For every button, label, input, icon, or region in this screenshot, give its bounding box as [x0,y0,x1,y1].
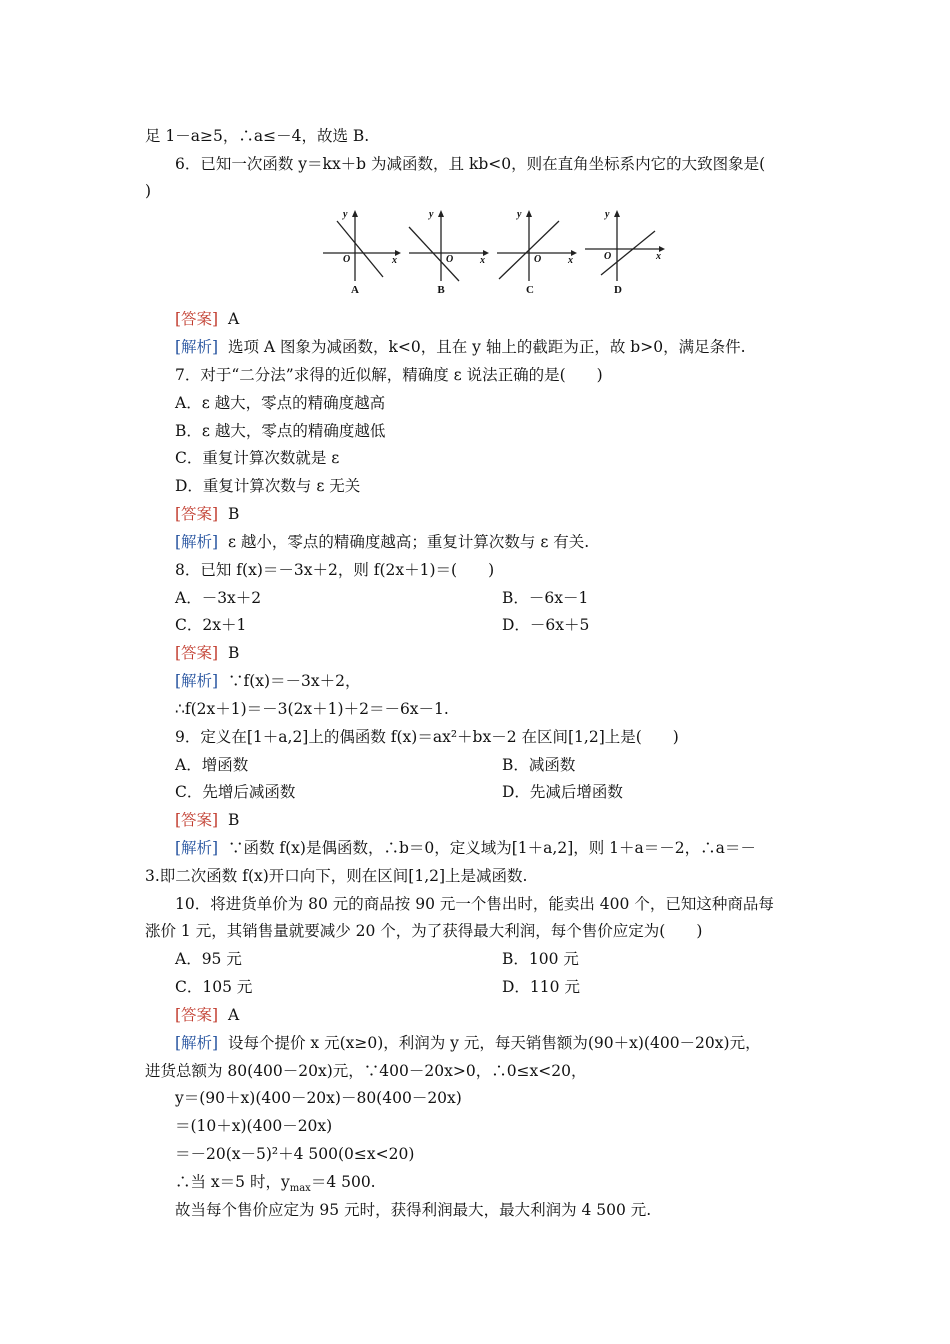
graph-c-svg [491,205,578,285]
option-line: A．增函数 [175,756,249,774]
option-a-caption: A [351,284,359,296]
x-axis-label: x [568,255,573,266]
option-line: C．105 元 [175,978,253,996]
answer-value: A [227,310,240,328]
graph-option-d [579,205,666,300]
graph-d-svg [579,205,666,285]
equation-line: ＝(10＋x)(400－20x) [175,1117,333,1135]
x-axis-label: x [656,251,661,262]
origin-label: O [343,254,351,265]
answer-tag: [答案] [175,644,219,662]
graph-a-svg [315,205,402,285]
analysis-tag: [解析] [175,839,219,857]
analysis-text: ∵f(x)＝－3x＋2， [227,672,361,690]
graph-choices-figure [315,205,665,300]
answer-line [175,643,239,663]
equation-line: y＝(90＋x)(400－20x)－80(400－20x) [175,1089,462,1107]
question-9-text: 9．定义在[1＋a,2]上的偶函数 f(x)＝ax²＋bx－2 在区间[1,2]上是( ) [175,728,679,746]
origin-label: O [604,251,612,262]
option-line: A．－3x＋2 [175,589,262,607]
y-axis-label: y [429,209,434,220]
answer-tag: [答案] [175,310,219,328]
analysis-text: 选项 A 图象为减函数，k<0，且在 y 轴上的截距为正，故 b>0，满足条件. [227,338,746,356]
answer-tag: [答案] [175,811,219,829]
y-axis-label: y [517,209,522,220]
x-axis-label: x [392,255,397,266]
equation-line [175,1172,376,1199]
question-10-text: 10．将进货单价为 80 元的商品按 90 元一个售出时，能卖出 400 个，已知这种商品每 [175,895,774,913]
conclusion-line: 故当每个售价应定为 95 元时，获得利润最大，最大利润为 4 500 元. [175,1201,652,1219]
x-axis-label: x [480,255,485,266]
option-line: D．重复计算次数与 ε 无关 [175,477,361,495]
analysis-line [175,671,361,691]
option-line: C．重复计算次数就是 ε [175,449,340,467]
question-10-text: 涨价 1 元，其销售量就要减少 20 个，为了获得最大利润，每个售价应定为( ) [145,922,703,940]
analysis-line [175,532,589,552]
analysis-text: ∴f(2x＋1)＝－3(2x＋1)＋2＝－6x－1. [175,700,449,718]
analysis-text: ε 越小，零点的精确度越高；重复计算次数与 ε 有关. [227,533,590,551]
option-b-caption: B [437,284,445,296]
equation-line: ＝－20(x－5)²＋4 500(0≤x<20) [175,1145,415,1163]
option-line: D．先减后增函数 [502,783,623,801]
analysis-tag: [解析] [175,533,219,551]
analysis-tag: [解析] [175,338,219,356]
answer-value: B [227,644,240,662]
analysis-text: 3.即二次函数 f(x)开口向下，则在区间[1,2]上是减函数. [145,867,528,885]
analysis-text: 进货总额为 80(400－20x)元，∵400－20x>0，∴0≤x<20， [145,1062,587,1080]
question-7-text: 7．对于“二分法”求得的近似解，精确度 ε 说法正确的是( ) [175,366,603,384]
equation-text: ∴当 x＝5 时，y [175,1173,290,1191]
question-8-text: 8．已知 f(x)＝－3x＋2，则 f(2x＋1)＝( ) [175,561,495,579]
answer-tag: [答案] [175,505,219,523]
answer-value: B [227,505,240,523]
option-line: C．2x＋1 [175,616,247,634]
answer-line [175,1005,239,1025]
option-line: B．减函数 [502,756,576,774]
option-line: B．ε 越大，零点的精确度越低 [175,422,386,440]
y-axis-label: y [605,209,610,220]
subscript-max: max [289,1183,311,1195]
analysis-line [175,1033,761,1053]
origin-label: O [446,254,454,265]
option-line: D．－6x＋5 [502,616,590,634]
analysis-text: 设每个提价 x 元(x≥0)，利润为 y 元，每天销售额为(90＋x)(400－20x)元， [227,1034,761,1052]
option-line: C．先增后减函数 [175,783,296,801]
graph-option-a [315,205,402,300]
graph-option-c [491,205,578,300]
answer-line [175,810,239,830]
graph-b-svg [403,205,490,285]
option-d-caption: D [614,284,622,296]
option-line: B．－6x－1 [502,589,589,607]
option-line: A．ε 越大，零点的精确度越高 [175,394,386,412]
text-line: 足 1－a≥5，∴a≤－4，故选 B. [145,127,370,145]
analysis-tag: [解析] [175,1034,219,1052]
option-line: D．110 元 [502,978,580,996]
answer-value: A [227,1006,240,1024]
answer-line [175,504,239,524]
analysis-line [175,838,756,858]
answer-tag: [答案] [175,1006,219,1024]
option-line: A．95 元 [175,950,242,968]
answer-line [175,309,239,329]
y-axis-label: y [343,209,348,220]
analysis-text: ∵函数 f(x)是偶函数，∴b＝0，定义域为[1＋a,2]，则 1＋a＝－2，∴a＝－ [227,839,756,857]
analysis-tag: [解析] [175,672,219,690]
answer-value: B [227,811,240,829]
option-c-caption: C [526,284,534,296]
graph-option-b [403,205,490,300]
origin-label: O [534,254,542,265]
question-6-paren: ) [145,182,152,200]
equation-text: ＝4 500. [310,1173,376,1191]
question-6-text: 6．已知一次函数 y＝kx＋b 为减函数，且 kb<0，则在直角坐标系内它的大致图象是( [175,155,766,173]
option-line: B．100 元 [502,950,579,968]
analysis-line [175,337,746,357]
